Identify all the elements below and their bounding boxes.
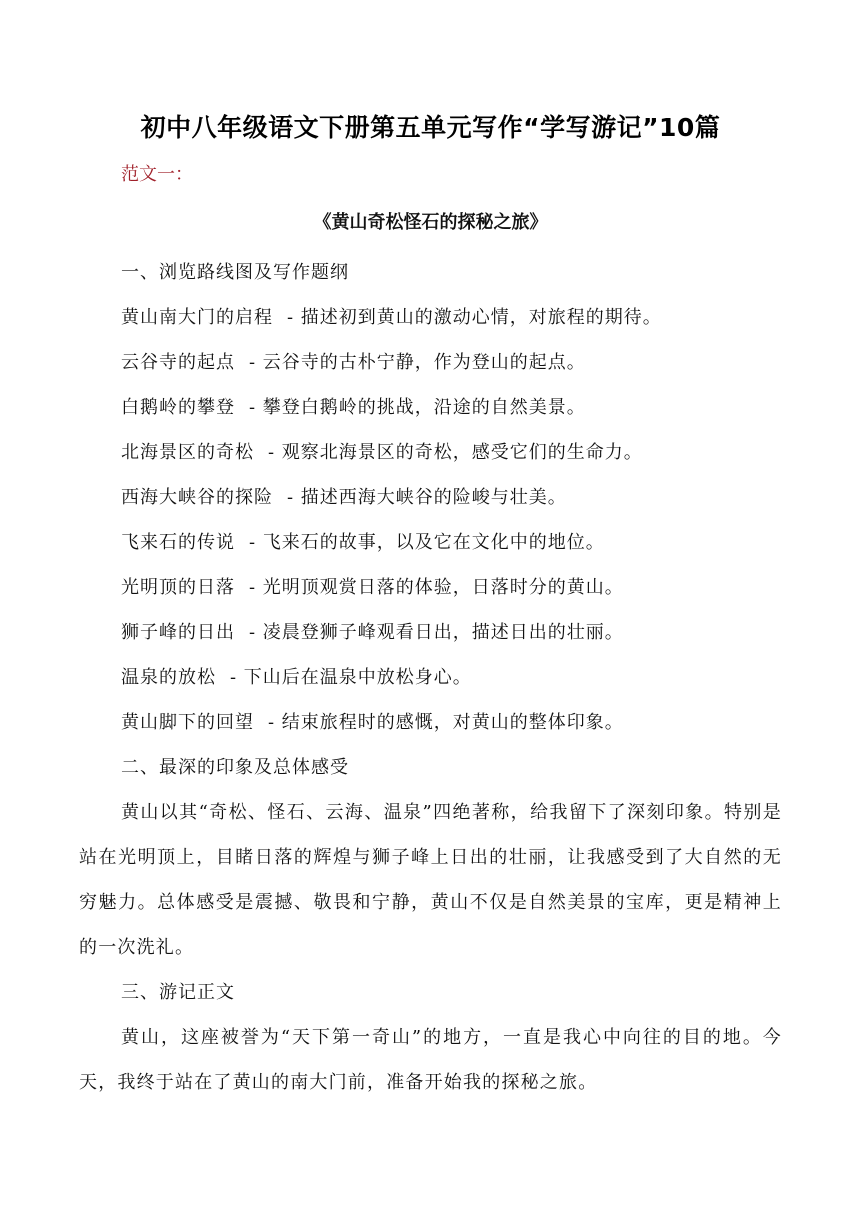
- route-stop-description: - 凌晨登狮子峰观看日出，描述日出的壮丽。: [249, 622, 624, 643]
- route-stop-description: - 下山后在温泉中放松身心。: [230, 667, 472, 688]
- route-stop-description: - 攀登白鹅岭的挑战，沿途的自然美景。: [249, 397, 586, 418]
- route-item: [121, 295, 782, 340]
- route-stop-name: 西海大峡谷的探险: [121, 487, 273, 508]
- section-heading-travelogue: 三、游记正文: [121, 982, 235, 1003]
- section-heading-impression: 二、最深的印象及总体感受: [121, 757, 349, 778]
- route-stop-description: - 飞来石的故事，以及它在文化中的地位。: [249, 532, 605, 553]
- route-outline-list: [79, 295, 782, 745]
- travelogue-paragraph: 黄山，这座被誉为“天下第一奇山”的地方，一直是我心中向往的目的地。今天，我终于站在了黄山的南大门前，准备开始我的探秘之旅。: [79, 1027, 782, 1093]
- route-stop-description: - 云谷寺的古朴宁静，作为登山的起点。: [249, 352, 586, 373]
- route-stop-name: 黄山南大门的启程: [121, 307, 273, 328]
- route-item: [121, 475, 782, 520]
- route-item: [121, 385, 782, 430]
- route-stop-name: 黄山脚下的回望: [121, 712, 254, 733]
- route-stop-description: - 描述初到黄山的激动心情，对旅程的期待。: [287, 307, 662, 328]
- sample-label: 范文一：: [121, 164, 193, 185]
- route-stop-name: 光明顶的日落: [121, 577, 235, 598]
- document-title: 初中八年级语文下册第五单元写作“学写游记”10篇: [140, 113, 721, 142]
- impression-paragraph: 黄山以其“奇松、怪石、云海、温泉”四绝著称，给我留下了深刻印象。特别是站在光明顶上，目睹日落的辉煌与狮子峰上日出的壮丽，让我感受到了大自然的无穷魅力。总体感受是震撼、敬畏和宁静，黄山不仅是自然美景的宝库，更是精神上的一次洗礼。: [79, 802, 782, 958]
- route-item: [121, 520, 782, 565]
- route-stop-name: 狮子峰的日出: [121, 622, 235, 643]
- route-stop-name: 北海景区的奇松: [121, 442, 254, 463]
- route-item: [121, 340, 782, 385]
- route-stop-description: - 光明顶观赏日落的体验，日落时分的黄山。: [249, 577, 624, 598]
- route-item: [121, 700, 782, 745]
- route-item: [121, 430, 782, 475]
- route-stop-name: 温泉的放松: [121, 667, 216, 688]
- route-item: [121, 610, 782, 655]
- route-stop-name: 飞来石的传说: [121, 532, 235, 553]
- route-item: [121, 565, 782, 610]
- route-stop-description: - 描述西海大峡谷的险峻与壮美。: [287, 487, 567, 508]
- essay-title: 《黄山奇松怪石的探秘之旅》: [313, 212, 548, 233]
- route-stop-description: - 结束旅程时的感慨，对黄山的整体印象。: [268, 712, 624, 733]
- section-heading-route: 一、浏览路线图及写作题纲: [121, 262, 349, 283]
- route-item: [121, 655, 782, 700]
- route-stop-name: 白鹅岭的攀登: [121, 397, 235, 418]
- route-stop-description: - 观察北海景区的奇松，感受它们的生命力。: [268, 442, 643, 463]
- route-stop-name: 云谷寺的起点: [121, 352, 235, 373]
